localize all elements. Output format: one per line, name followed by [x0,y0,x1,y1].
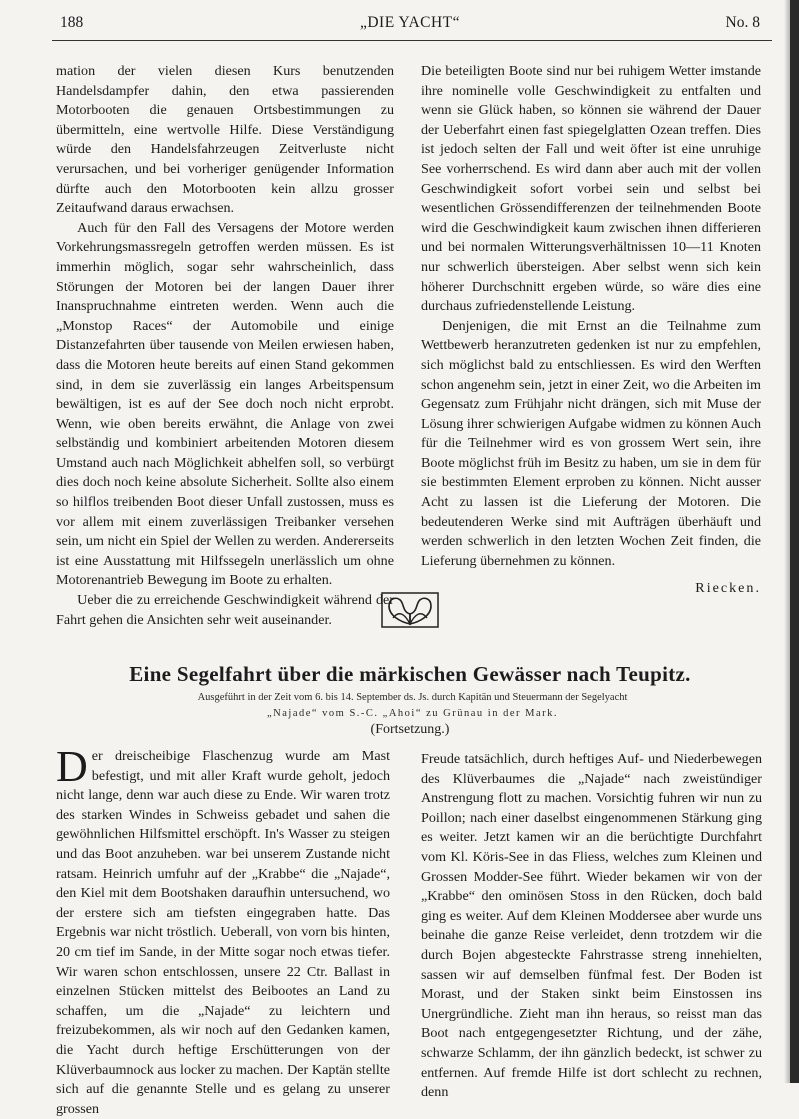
leaf-ornament-icon [381,592,439,628]
paragraph: Denjenigen, die mit Ernst an die Teilnahme zum Wettbewerb heranzutreten gedenken ist nur zu empfehlen, sich möglichst bald zu entschliessen. Es wird den Werften schon angenehm sein, jetzt in einer Zeit, wo die Arbeiten im Gegensatz zum Frühjahr nicht drängen, sich mit Muse der Lösung ihrer schwierigen Aufgabe widmen zu können Auch für die Teilnehmer wird es von grossem Wert sein, ihre Boote möglichst früh im Besitz zu haben, um sie in dem für sie bestimmten Element erproben zu können. Nicht ausser Acht zu lassen ist die Lieferung der Motoren. Die bedeutenderen Werke sind mit Aufträgen überhäuft und werden schwerlich in den letzten Wochen Zeit finden, die Lieferung übernehmen zu können. [421,317,761,569]
column-bottom-left [56,742,390,1119]
article-title: Eine Segelfahrt über die märkischen Gewässer nach Teupitz. [129,662,691,686]
header-rule [52,40,772,41]
column-top-right [421,62,761,599]
article-subtitle [80,690,745,721]
subtitle-line: Ausgeführt in der Zeit vom 6. bis 14. September ds. Js. durch Kapitän und Steuermann der Segelyacht [197,692,628,703]
paragraph: Die beteiligten Boote sind nur bei ruhigem Wetter imstande ihre nominelle volle Geschwindigkeit zu entfalten und wenn sie Glück haben, so können sie während der Dauer der Ueberfahrt einen fast spiegelglatten Ozean treffen. Dies ist jedoch selten der Fall und weit öfter ist eine unruhige See vorherrschend. Es wird dann aber auch mit der vollen Geschwindigkeit sofort vorbei sein und selbst bei wesentlichen Grössendifferenzen der teilnehmenden Boote wird die Geschwindigkeit kaum zwischen ihnen differieren und bei normalen Witterungsverhältnissen 10—11 Knoten nur schwerlich übersteigen. Aber selbst wenn sich kein höherer Durchschnitt ergeben würde, so wäre dies eine durchaus zufriedenstellende Leistung. [421,63,761,315]
column-top-left [56,62,394,630]
paragraph-text: er dreischeibige Flaschenzug wurde am Mast befestigt, und mit aller Kraft wurde geholt, jedoch nicht lange, denn war auch diese zu Ende. Wir waren trotz des starken Windes in Schweiss gebadet und sahen die gewöhnlichen Hilfsmittel erschöpft. In's Wasser zu steigen und das Boot anzuheben. war bei unserem Zustande nicht ratsam. Heinrich umfuhr auf der „Krabbe“ die „Najade“, den Kiel mit dem Bootshaken daraufhin untersuchend, wo der erstere sich am tiefsten eingegraben hatte. Das Ergebnis war nicht tröstlich. Ueberall, von vorn bis hinten, 20 cm tief im Sande, in der Mitte sogar noch etwas tiefer. Wir waren schon entschlossen, unsere 22 Ctr. Ballast in einzelnen Stücken mittelst des Beibootes an Land zu schaffen, um die „Najade“ zu leichtern und freizubekommen, als wir noch auf den Gedanken kamen, die Yacht durch heftige Erschütterungen von der Klüverbaumnock aus locker zu machen. Der Kaptän stellte sich auf die genannte Stelle und es gelang zu unserer grossen [56,748,390,1117]
paragraph: Auch für den Fall des Versagens der Motore werden Vorkehrungsmassregeln getroffen werden müssen. Es ist immerhin möglich, sogar sehr wahrscheinlich, dass Störungen der Motoren bei der langen Dauer ihrer Inanspruchnahme eintreten werden. Wenn auch die „Monstop Races“ der Automobile und einige Distanzefahrten über tausende von Meilen erwiesen haben, dass die Motoren heute bereits auf einen Stand gekommen sind, in dem sie zuverlässig ein langes Arbeitspensum bewältigen, ist es auf der See doch noch nicht erprobt. Wenn, wie oben bereits erwähnt, die Anlage von zwei selbständig und kombiniert arbeitenden Motoren diesem Umstand auch nach Möglichkeit abhelfen soll, so verbürgt dies doch noch keine absolute Sicherheit. Sollte also einem so hilflos treibenden Boot dieser Unfall zustossen, muss es vor allem mit einem zuverlässigen Treibanker versehen sein, um nicht ein Spiel der Wellen zu werden. Andererseits ist eine Ausstattung mit Hilfssegeln unerlässlich um ohne Motorenantrieb Bewegung im Boote zu erhalten. [56,219,394,589]
page-edge [790,0,799,1083]
page-number: 188 [60,14,84,31]
journal-title: „DIE YACHT“ [359,14,461,31]
paragraph [56,742,390,1119]
paragraph: mation der vielen diesen Kurs benutzenden Handelsdampfer dahin, den etwa passierenden Motorbooten die genauen Ortsbestimmungen zu übermitteln, eine wertvolle Hilfe. Diese Verständigung würde den Handelsfahrzeugen Zeitverluste nicht verursachen, und bei vorheriger genügender Information dürfte auch den Motorbooten kein allzu grosser Zeitaufwand daraus erwachsen. [56,63,394,217]
continuation-note: (Fortsetzung.) [370,722,450,737]
running-head [60,14,760,36]
paragraph: Ueber die zu erreichende Geschwindigkeit während der Fahrt gehen die Ansichten sehr weit auseinander. [56,592,394,628]
column-bottom-right [421,750,762,1103]
issue-number: No. 8 [725,14,760,31]
author-signature: Riecken. [695,580,761,597]
drop-cap: D [56,742,88,791]
subtitle-line: „Najade“ vom S.-C. „Ahoi“ zu Grünau in der Mark. [267,707,558,719]
paragraph: Freude tatsächlich, durch heftiges Auf- und Niederbewegen des Klüverbaumes die „Najade“ nach zweistündiger Anstrengung flott zu machen. Vorsichtig fuhren wir nun zu Poillon; nach einer daselbst eingenommenen Stärkung ging es weiter. Jetzt kamen wir an die berüchtigte Durchfahrt vom Kl. Köris-See in das Fliess, welches zum Kleinen und Grossen Modder-See führt. Wieder bekamen wir von der „Krabbe“ den ominösen Stoss in den Rücken, doch bald ging es weiter. Auf dem Kleinen Moddersee aber wurde uns beinahe die ganze Reise verleidet, denn trotzdem wir die durch Bojen abgesteckte Fahrstrasse streng innehielten, sassen wir auf demselben fünfmal fest. Der Boden ist Morast, und der Staken sinkt beim Einstossen ins Unergründliche. Zieht man ihn heraus, so reisst man das Boot nach entgegengesetzter Richtung, und der zähe, schwarze Schlamm, der ihn gänzlich bedeckt, ist schwer zu entfernen. Auf fremde Hilfe ist dort schlecht zu rechnen, denn [421,751,762,1101]
